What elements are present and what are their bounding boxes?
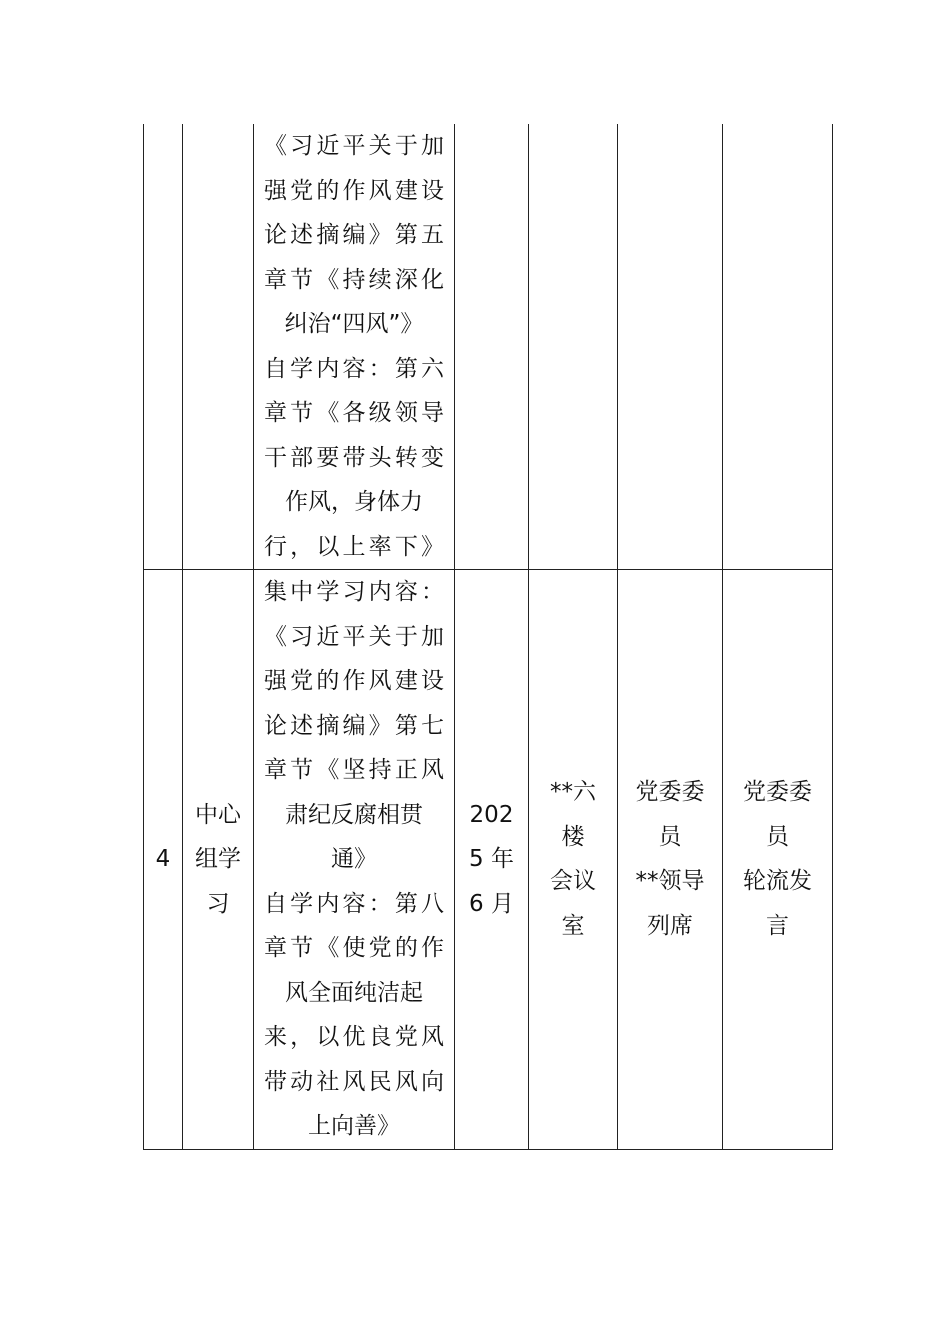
location-line: 室 (561, 912, 585, 939)
content-line: 行，以上率下》 (264, 533, 444, 560)
content-line: 论述摘编》第五 (264, 222, 444, 248)
content-line: 自学内容：第六 (264, 355, 444, 382)
form-cell (723, 570, 833, 1150)
content-line: 章节《各级领导 (264, 400, 444, 426)
form-line: 党委委 (743, 779, 812, 806)
participants-cell (618, 570, 723, 1150)
content-line: 通》 (331, 846, 377, 872)
number-cell (144, 570, 183, 1150)
content-line: 章节《使党的作 (264, 935, 444, 961)
activity-cell (183, 570, 254, 1150)
location-line: 楼 (561, 823, 585, 850)
content-line: 强党的作风建设 (264, 668, 444, 694)
time-line: 6 月 (469, 890, 514, 917)
content-line: 《习近平关于加 (264, 623, 444, 650)
time-line: 202 (469, 801, 514, 828)
row-number: 4 (155, 846, 171, 872)
participants-line: 员 (658, 823, 682, 850)
study-plan-table (143, 124, 833, 1150)
form-line: 员 (766, 823, 789, 850)
content-line: 章节《持续深化 (264, 266, 444, 293)
content-line: 上向善》 (308, 1113, 400, 1139)
participants-line: 党委委 (635, 779, 705, 806)
participants-cell (618, 124, 723, 570)
content-line: 带动社风民风向 (264, 1068, 444, 1095)
content-line: 干部要带头转变 (264, 444, 444, 471)
form-line: 轮流发 (743, 868, 812, 895)
content-cell (254, 124, 455, 570)
location-line: **六 (550, 779, 596, 806)
content-line: 自学内容：第八 (264, 890, 444, 917)
number-cell (144, 124, 183, 570)
content-line: 论述摘编》第七 (264, 712, 444, 739)
time-cell (455, 570, 529, 1150)
participants-line: 列席 (647, 912, 693, 939)
content-line: 纠治“四风”》 (284, 311, 424, 337)
time-line: 5 年 (469, 846, 514, 872)
content-cell (254, 570, 455, 1150)
table-row (144, 570, 833, 1150)
activity-line: 中心 (195, 801, 241, 828)
content-line: 章节《坚持正风 (264, 757, 444, 783)
content-line: 集中学习内容： (264, 579, 444, 605)
form-cell (723, 124, 833, 570)
content-line: 强党的作风建设 (264, 177, 444, 204)
content-line: 来，以优良党风 (264, 1024, 444, 1050)
form-line: 言 (766, 912, 789, 939)
content-line: 肃纪反腐相贯 (285, 801, 423, 828)
content-line: 作风，身体力 (285, 489, 423, 515)
activity-cell (183, 124, 254, 570)
participants-line: **领导 (635, 868, 705, 895)
table-row (144, 124, 833, 570)
content-line: 《习近平关于加 (264, 133, 444, 159)
location-cell (529, 124, 618, 570)
content-line: 风全面纯洁起 (285, 979, 423, 1006)
location-line: 会议 (550, 868, 596, 895)
time-cell (455, 124, 529, 570)
activity-line: 组学 (195, 846, 241, 872)
location-cell (529, 570, 618, 1150)
activity-line: 习 (206, 890, 230, 917)
